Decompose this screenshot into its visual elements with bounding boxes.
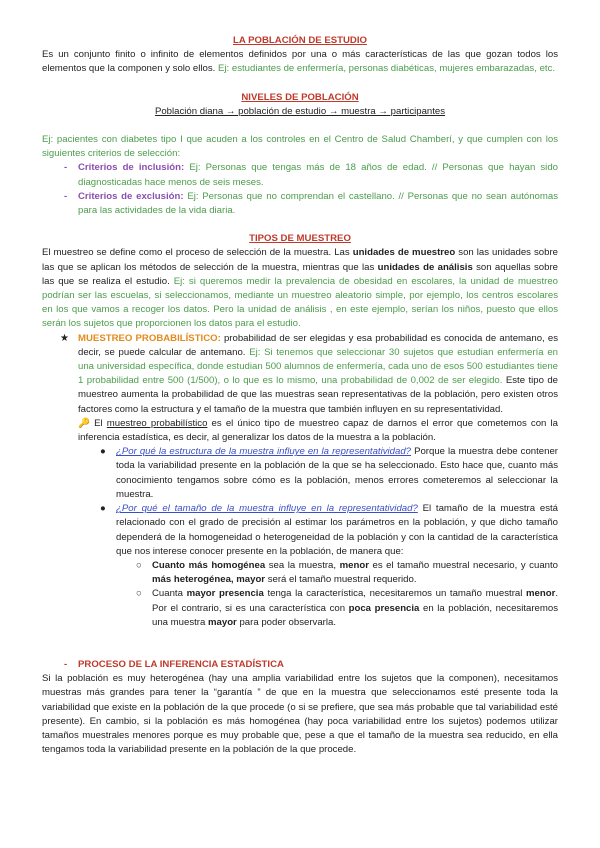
subpoint-presencia: ○ Cuanta mayor presencia tenga la característica, necesitaremos un tamaño muestral menor. Por el contrario, si es una característica con poca presencia en la población, necesitaremos una muestra mayor para poder observarla.	[136, 588, 558, 628]
section-title-tipos: TIPOS DE MUESTREO	[249, 233, 351, 245]
question-estructura: ● ¿Por qué la estructura de la muestra influye en la representatividad? Porque la muestra debe contener toda la variabilidad presente en la población de la que se ha seleccionado. Esto hace que, cuanto más conocimiento tengamos sobre cómo es la población, menos errores cometeremos al seleccionar la muestra.	[100, 446, 558, 500]
subpoint-homogeneidad: ○ Cuanto más homogénea sea la muestra, menor es el tamaño muestral necesario, y cuanto más heterogénea, mayor será el tamaño muestral requerido.	[136, 559, 558, 586]
link-tamano[interactable]: ¿Por qué el tamaño de la muestra influye en la representatividad?	[116, 503, 418, 515]
subpoints-list	[42, 559, 558, 630]
muestreo-probabilistico-label: MUESTREO PROBABILÍSTICO:	[78, 332, 221, 344]
document-page	[42, 34, 558, 757]
criteria-exclusion: - Criterios de exclusión: Ej: Personas que no comprendan el castellano. // Personas que no sean autónomas para las actividades de la vida diaria.	[64, 190, 558, 217]
tipos-example: Ej: si queremos medir la prevalencia de obesidad en escolares, la unidad de muestreo podrían ser las escuelas, si seleccionamos, mediante un muestreo aleatorio simple, por ejemplo, los centros escolares en los que vamos a recoger los datos. Pero la unidad de análisis , en este ejemplo, serían los niños, puesto que ellos serán los sujetos que proporcionen los datos para el estudio.	[42, 275, 558, 330]
circle-bullet-icon: ○	[136, 588, 142, 600]
bullet-icon: ●	[100, 446, 106, 458]
niveles-example-intro: Ej: pacientes con diabetes tipo I que acuden a los controles en el Centro de Salud Chamberí, y que cumplen con los siguientes criterios de selección:	[42, 134, 558, 160]
criteria-inclusion: - Criterios de inclusión: Ej: Personas que tengas más de 18 años de edad. // Personas que hayan sido diagnosticadas hace menos de seis meses.	[64, 162, 558, 188]
muestreo-probabilistico-item: ★ MUESTREO PROBABILÍSTICO: probabilidad de ser elegidas y esa probabilidad es conocida de antemano, es decir, se puede calcular de antemano. Ej: Si tenemos que seleccionar 30 sujetos que estudian enfermería en una universidad específica, donde estudian 500 alumnos de enfermería, cada uno de esos 500 estudiantes tiene 1 probabilidad entre 500 (1/500), o lo que es lo mismo, una probabilidad de 0,002 de ser elegido. Este tipo de muestreo aumenta la probabilidad de que las muestras sean representativas de la población, pero existen otros factores como la estructura y el tamaño de la muestra que también influyen en su representatividad. 🔑 El muestreo probabilístico es el único tipo de muestreo capaz de darnos el error que cometemos con la inferencia estadística, es decir, al generalizar los datos de la muestra a la población.	[60, 332, 558, 444]
criteria-list	[42, 161, 558, 218]
question-tamano: ● ¿Por qué el tamaño de la muestra influye en la representatividad? El tamaño de la muestra está relacionado con el grado de precisión al estimar los parámetros en la población, y que dicho tamaño dependerá de la homogeneidad o heterogeneidad de la población y con la cantidad de la característica que nos interese conocer presente en la población, de manera que:	[100, 503, 559, 557]
questions-list	[42, 445, 558, 559]
section-title-poblacion: LA POBLACIÓN DE ESTUDIO	[233, 35, 367, 46]
section-title-niveles: NIVELES DE POBLACIÓN	[241, 91, 359, 103]
section-title-inferencia: - PROCESO DE LA INFERENCIA ESTADÍSTICA	[64, 658, 284, 670]
niveles-chain: Población diana → población de estudio → muestra → participantes	[154, 105, 446, 117]
tipos-definition: El muestreo se define como el proceso de selección de la muestra. Las unidades de muestreo son las unidades sobre las que se aplican los métodos de selección de la muestra, mientras que las unidades de análisis son aquellas sobre las que se realiza el estudio. Ej: si queremos medir la prevalencia de obesidad en escolares, la unidad de muestreo podrían ser las escuelas, si seleccionamos, mediante un muestreo aleatorio simple, por ejemplo, los centros escolares en los que vamos a recoger los datos. Pero la unidad de análisis , en este ejemplo, serían los niños, puesto que ellos serán los sujetos que proporcionen los datos para el estudio.	[42, 247, 558, 330]
key-icon: 🔑	[78, 417, 90, 429]
poblacion-example: Ej: estudiantes de enfermería, personas diabéticas, mujeres embarazadas, etc.	[218, 63, 556, 75]
poblacion-definition: Es un conjunto finito o infinito de elementos definidos por una o más características de las que gozan todos los elementos que la componen y solo ellos. Ej: estudiantes de enfermería, personas diabéticas, mujeres embarazadas, etc.	[42, 49, 558, 75]
link-estructura[interactable]: ¿Por qué la estructura de la muestra influye en la representatividad?	[116, 446, 412, 458]
inferencia-body: Si la población es muy heterogénea (hay una amplia variabilidad entre los sujetos que la componen), necesitamos muestras más grandes para tener la “garantía ” de que en la muestra que seleccionamos esté presente toda la variabilidad que existe en la población de la que procede (o si se prefiere, que sea más probable que tal variabilidad esté presente). En cambio, si la población es más homogénea (hay poca variabilidad entre los sujetos) podemos utilizar tamaños muestrales menores porque es muy probable que, pese a que el tamaño de la muestra sea reducido, en ella tengamos toda la variabilidad presente en la población de la que procede.	[42, 673, 558, 756]
circle-bullet-icon: ○	[136, 559, 142, 571]
bullet-icon: ●	[100, 503, 106, 515]
star-icon: ★	[60, 332, 69, 344]
